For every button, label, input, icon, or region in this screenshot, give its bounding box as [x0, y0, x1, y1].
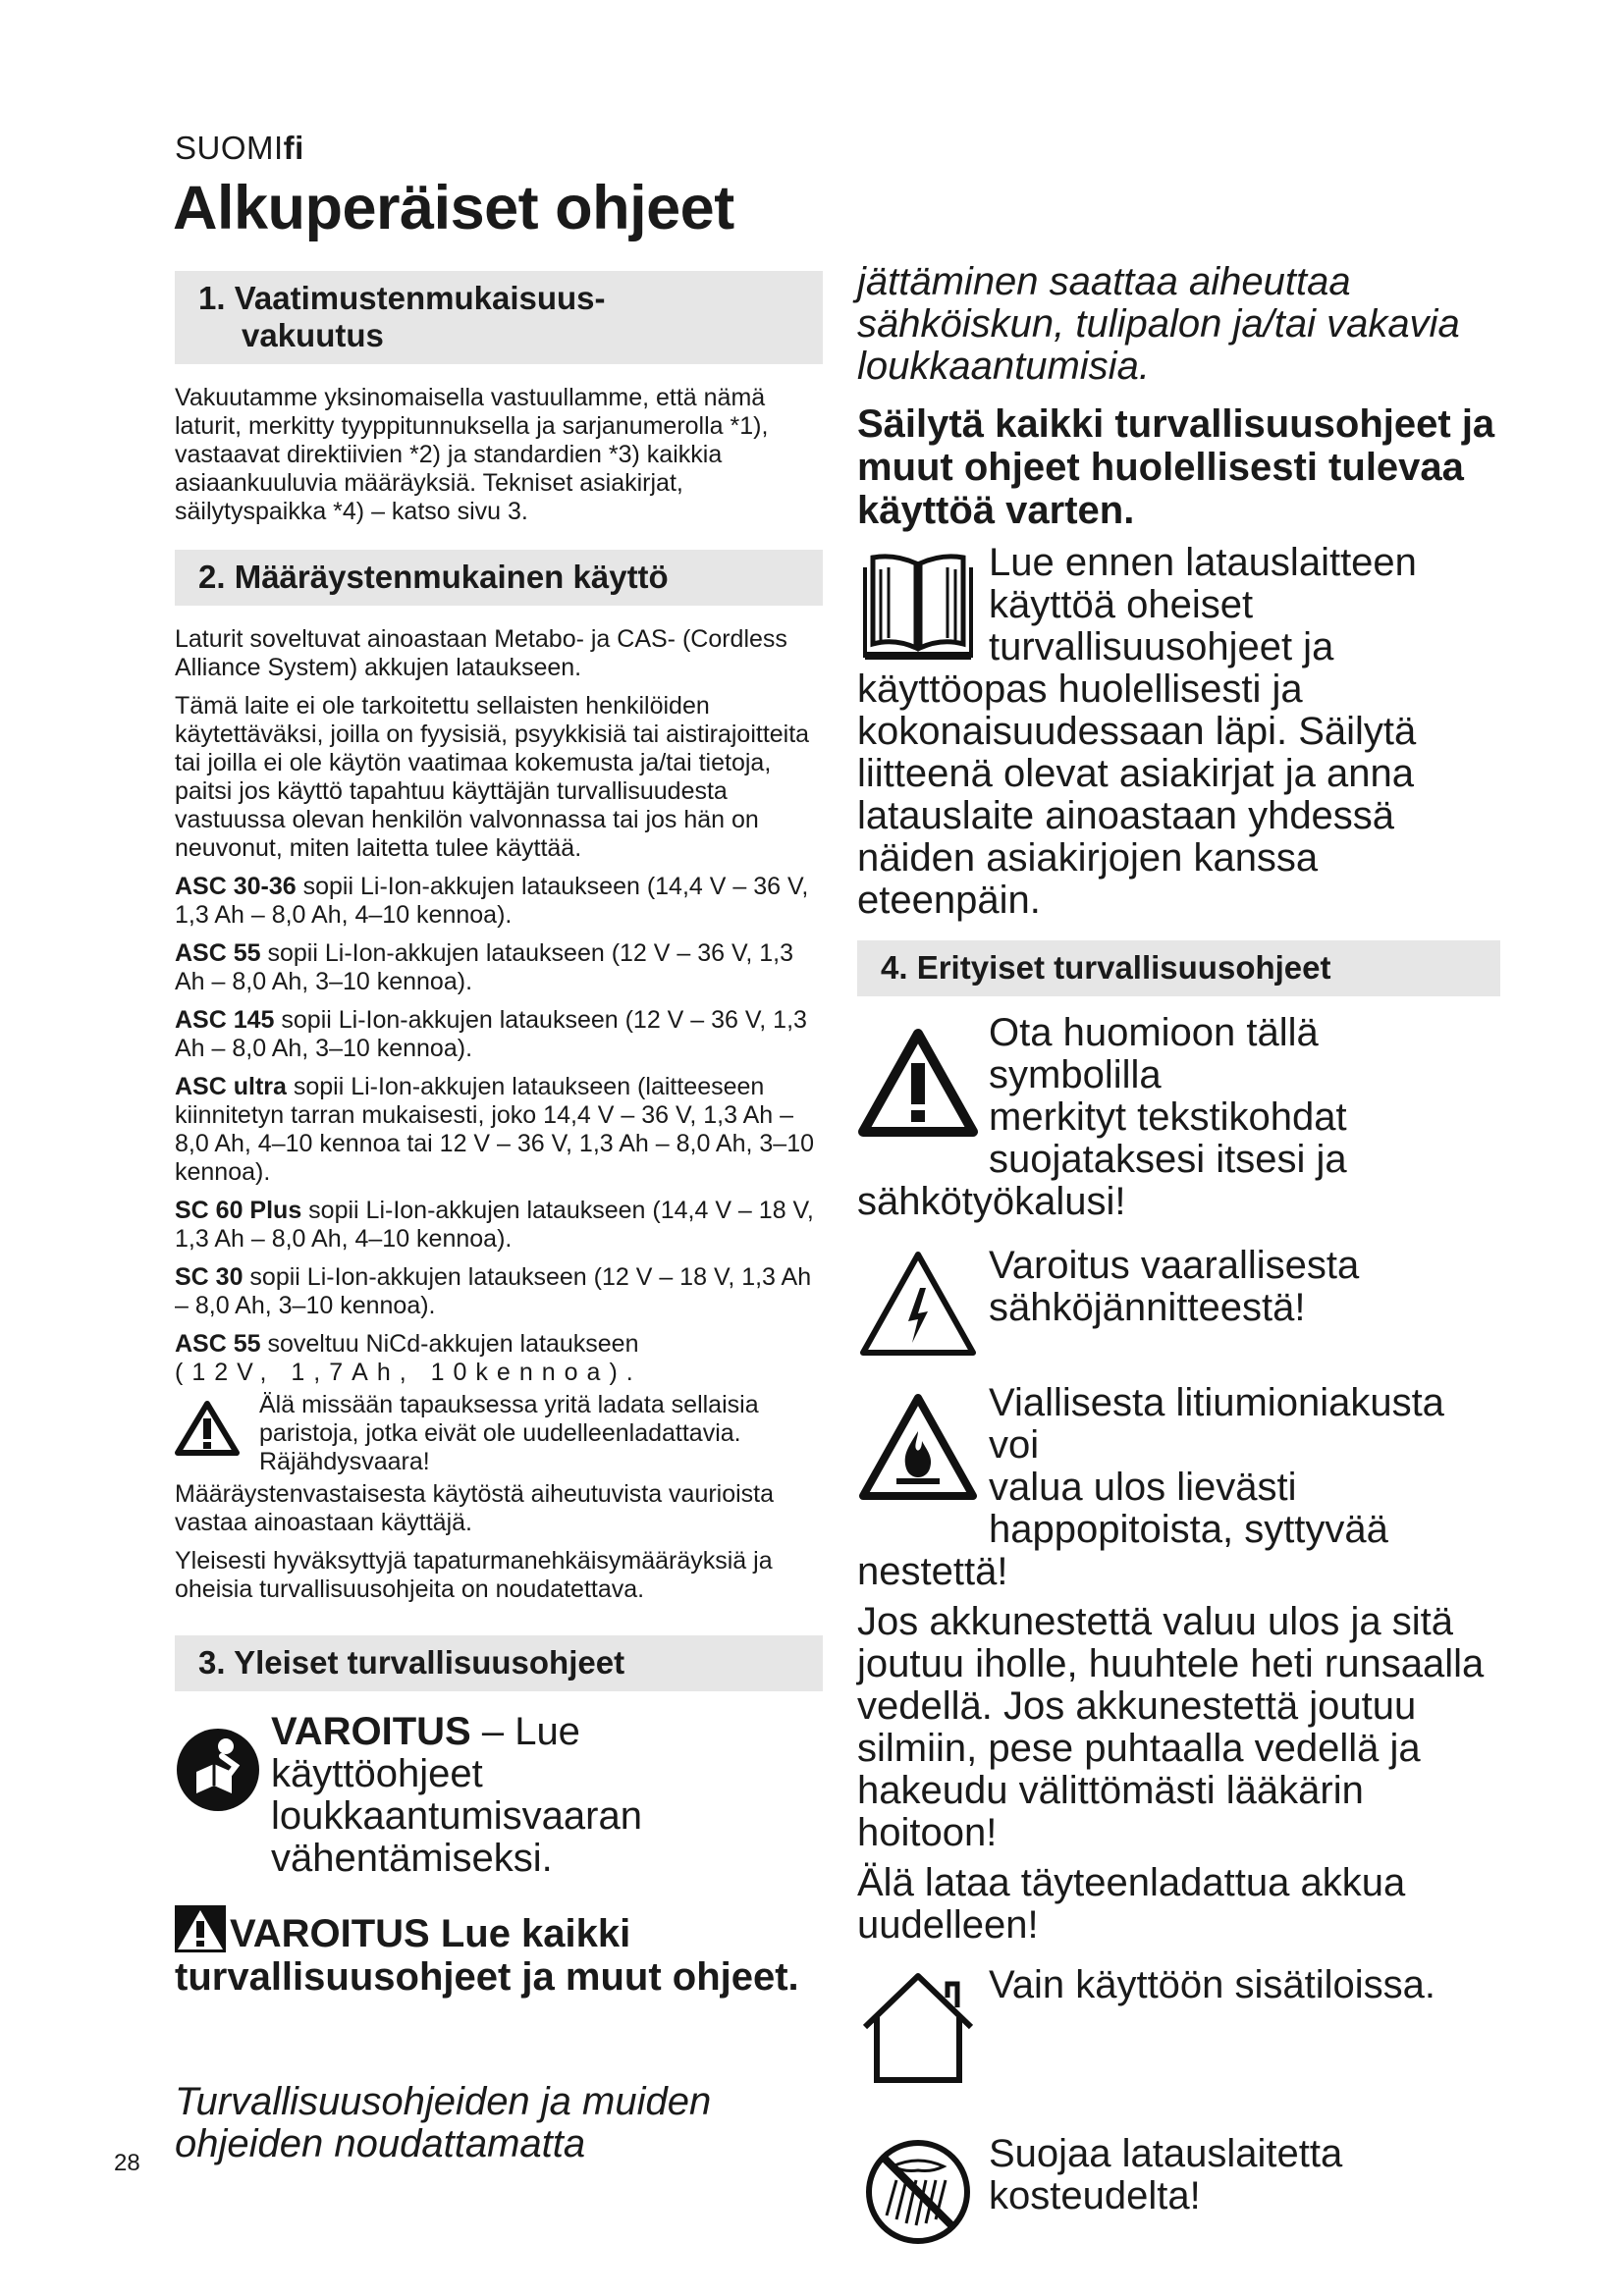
moisture-text: Suojaa latauslaitetta kosteudelta! — [989, 2132, 1343, 2217]
section-3-heading: 3. Yleiset turvallisuusohjeet — [175, 1635, 823, 1691]
recharge-warning: Älä lataa täyteenladattua akkua uudelleen! — [857, 1861, 1406, 1947]
keep-instructions: Säilytä kaikki turvallisuusohjeet ja muut ohjeet huolellisesti tulevaa käyttöä varten. — [857, 402, 1495, 532]
model-item: ASC 145 sopii Li-Ion-akkujen lataukseen (12 V – 36 V, 1,3 Ah – 8,0 Ah, 3–10 kennoa). — [175, 1006, 807, 1062]
warning-italic-block-right — [857, 261, 1525, 388]
nicd-paragraph: ASC 55 soveltuu NiCd-akkujen lataukseen (12V, 1,7Ah, 10kennoa). — [175, 1330, 642, 1386]
read-manual-icon — [175, 1727, 261, 1813]
read-instructions-text: Lue ennen latauslaitteen käyttöä oheiset turvallisuusohjeet ja käyttöopas huolellisesti ja kokonaisuudessaan läpi. Säilytä liitteenä olevat asiakirjat ja anna latauslaite ainoastaan yhdessä näiden asiakirjojen kanssa eteenpäin. — [857, 541, 1417, 922]
section-1-heading: 1. Vaatimustenmukaisuus- vakuutus — [175, 271, 823, 364]
paragraph: Tämä laite ei ole tarkoitettu sellaisten henkilöiden käytettäväksi, joilla on fyysisiä, psyykkisiä tai aistirajoitteita tai joilla ei ole käytön vaatimaa kokemusta ja/tai tietoja, paitsi jos käyttö tapahtuu käyttäjän turvallisuudesta vastuussa olevan henkilön valvonnassa tai jos hän on neuvonut, miten laitetta tulee käyttää. — [175, 692, 810, 862]
page-number: 28 — [114, 2150, 140, 2176]
section-2-heading: 2. Määräystenmukainen käyttö — [175, 550, 823, 606]
no-moisture-icon — [863, 2137, 973, 2247]
warning-italic-block — [175, 2081, 823, 2165]
high-voltage-icon — [857, 1249, 979, 1359]
attention-symbol-text: Ota huomioon tällä symbolilla merkityt tekstikohdat suojataksesi itsesi ja sähkötyökalusi! — [857, 1011, 1347, 1223]
indoor-use-block — [857, 1964, 1500, 2082]
section-1-body: Vakuutamme yksinomaisella vastuullamme, että nämä laturit, merkitty tyyppitunnuksella ja sarjanumerolla *1), vastaavat direktiivien *2) ja standardien *3) kaikkia asiaankuuluvia määräyksiä. Tekniset asiakirjat, säilytyspaikka *4) – katso sivu 3. — [175, 384, 769, 525]
language-label: SUOMIfi — [175, 130, 304, 166]
model-item: ASC 55 sopii Li-Ion-akkujen lataukseen (12 V – 36 V, 1,3 Ah – 8,0 Ah, 3–10 kennoa). — [175, 939, 794, 995]
model-item: SC 60 Plus sopii Li-Ion-akkujen lataukseen (14,4 V – 18 V, 1,3 Ah – 8,0 Ah, 4–10 kennoa). — [175, 1197, 814, 1253]
warning-italic-left: Turvallisuusohjeiden ja muiden ohjeiden noudattamatta — [175, 2080, 712, 2165]
model-item: ASC ultra sopii Li-Ion-akkujen lataukseen (laitteeseen kiinnitetyn tarran mukaisesti, joko 14,4 V – 36 V, 1,3 Ah – 8,0 Ah, 4–10 kennoa tai 12 V – 36 V, 1,3 Ah – 8,0 Ah, 3–10 kennoa). — [175, 1073, 815, 1186]
model-list — [175, 873, 823, 1320]
battery-warning: Älä missään tapauksessa yritä ladata sellaisia paristoja, jotka eivät ole uudelleenladattavia. Räjähdysvaara! — [175, 1391, 823, 1476]
warning-triangle-icon — [175, 1905, 226, 1952]
moisture-block — [857, 2133, 1500, 2251]
paragraph: Yleisesti hyväksyttyjä tapaturmanehkäisymääräyksiä ja oheisia turvallisuusohjeita on noudatettava. — [175, 1547, 773, 1603]
battery-liquid-block — [857, 1382, 1500, 1593]
warning-italic-right: jättäminen saattaa aiheuttaa sähköiskun, tulipalon ja/tai vakavia loukkaantumisia. — [857, 260, 1460, 388]
battery-liquid-text: Viallisesta litiumioniakusta voi valua ulos lievästi happopitoista, syttyvää nestettä! — [857, 1381, 1444, 1593]
voltage-warning-text: Varoitus vaarallisesta sähköjännitteestä! — [989, 1244, 1360, 1329]
attention-symbol-block — [857, 1012, 1500, 1223]
voltage-warning-block — [857, 1245, 1500, 1362]
paragraph: Laturit soveltuvat ainoastaan Metabo- ja CAS- (Cordless Alliance System) akkujen lataukseen. — [175, 625, 787, 681]
section-4-heading: 4. Erityiset turvallisuusohjeet — [857, 940, 1500, 996]
acid-instructions: Jos akkunestettä valuu ulos ja sitä joutuu iholle, huuhtele heti runsaalla vedellä. Jos akkunestettä joutuu silmiin, pese puhtaalla vedellä ja hakeudu välittömästi lääkärin hoitoon! — [857, 1600, 1485, 1854]
model-item: SC 30 sopii Li-Ion-akkujen lataukseen (12 V – 18 V, 1,3 Ah – 8,0 Ah, 3–10 kennoa). — [175, 1263, 812, 1319]
read-all-warning: VAROITUS Lue kaikki turvallisuusohjeet ja muut ohjeet. — [175, 1905, 823, 1999]
read-instructions-block — [857, 542, 1525, 922]
paragraph: Määräystenvastaisesta käytöstä aiheutuvista vaurioista vastaa ainoastaan käyttäjä. — [175, 1480, 775, 1536]
page-title: Alkuperäiset ohjeet — [173, 174, 734, 242]
read-manual-warning: VAROITUS – Lue käyttöohjeet loukkaantumisvaaran vähentämiseksi. — [175, 1711, 823, 1880]
warning-triangle-icon — [175, 1401, 240, 1456]
section-2-body — [175, 625, 823, 1604]
indoor-use-text: Vain käyttöön sisätiloissa. — [989, 1963, 1436, 2006]
model-item: ASC 30-36 sopii Li-Ion-akkujen lataukseen (14,4 V – 36 V, 1,3 Ah – 8,0 Ah, 4–10 kennoa). — [175, 873, 809, 929]
house-icon — [857, 1970, 979, 2084]
left-column — [175, 271, 823, 1999]
